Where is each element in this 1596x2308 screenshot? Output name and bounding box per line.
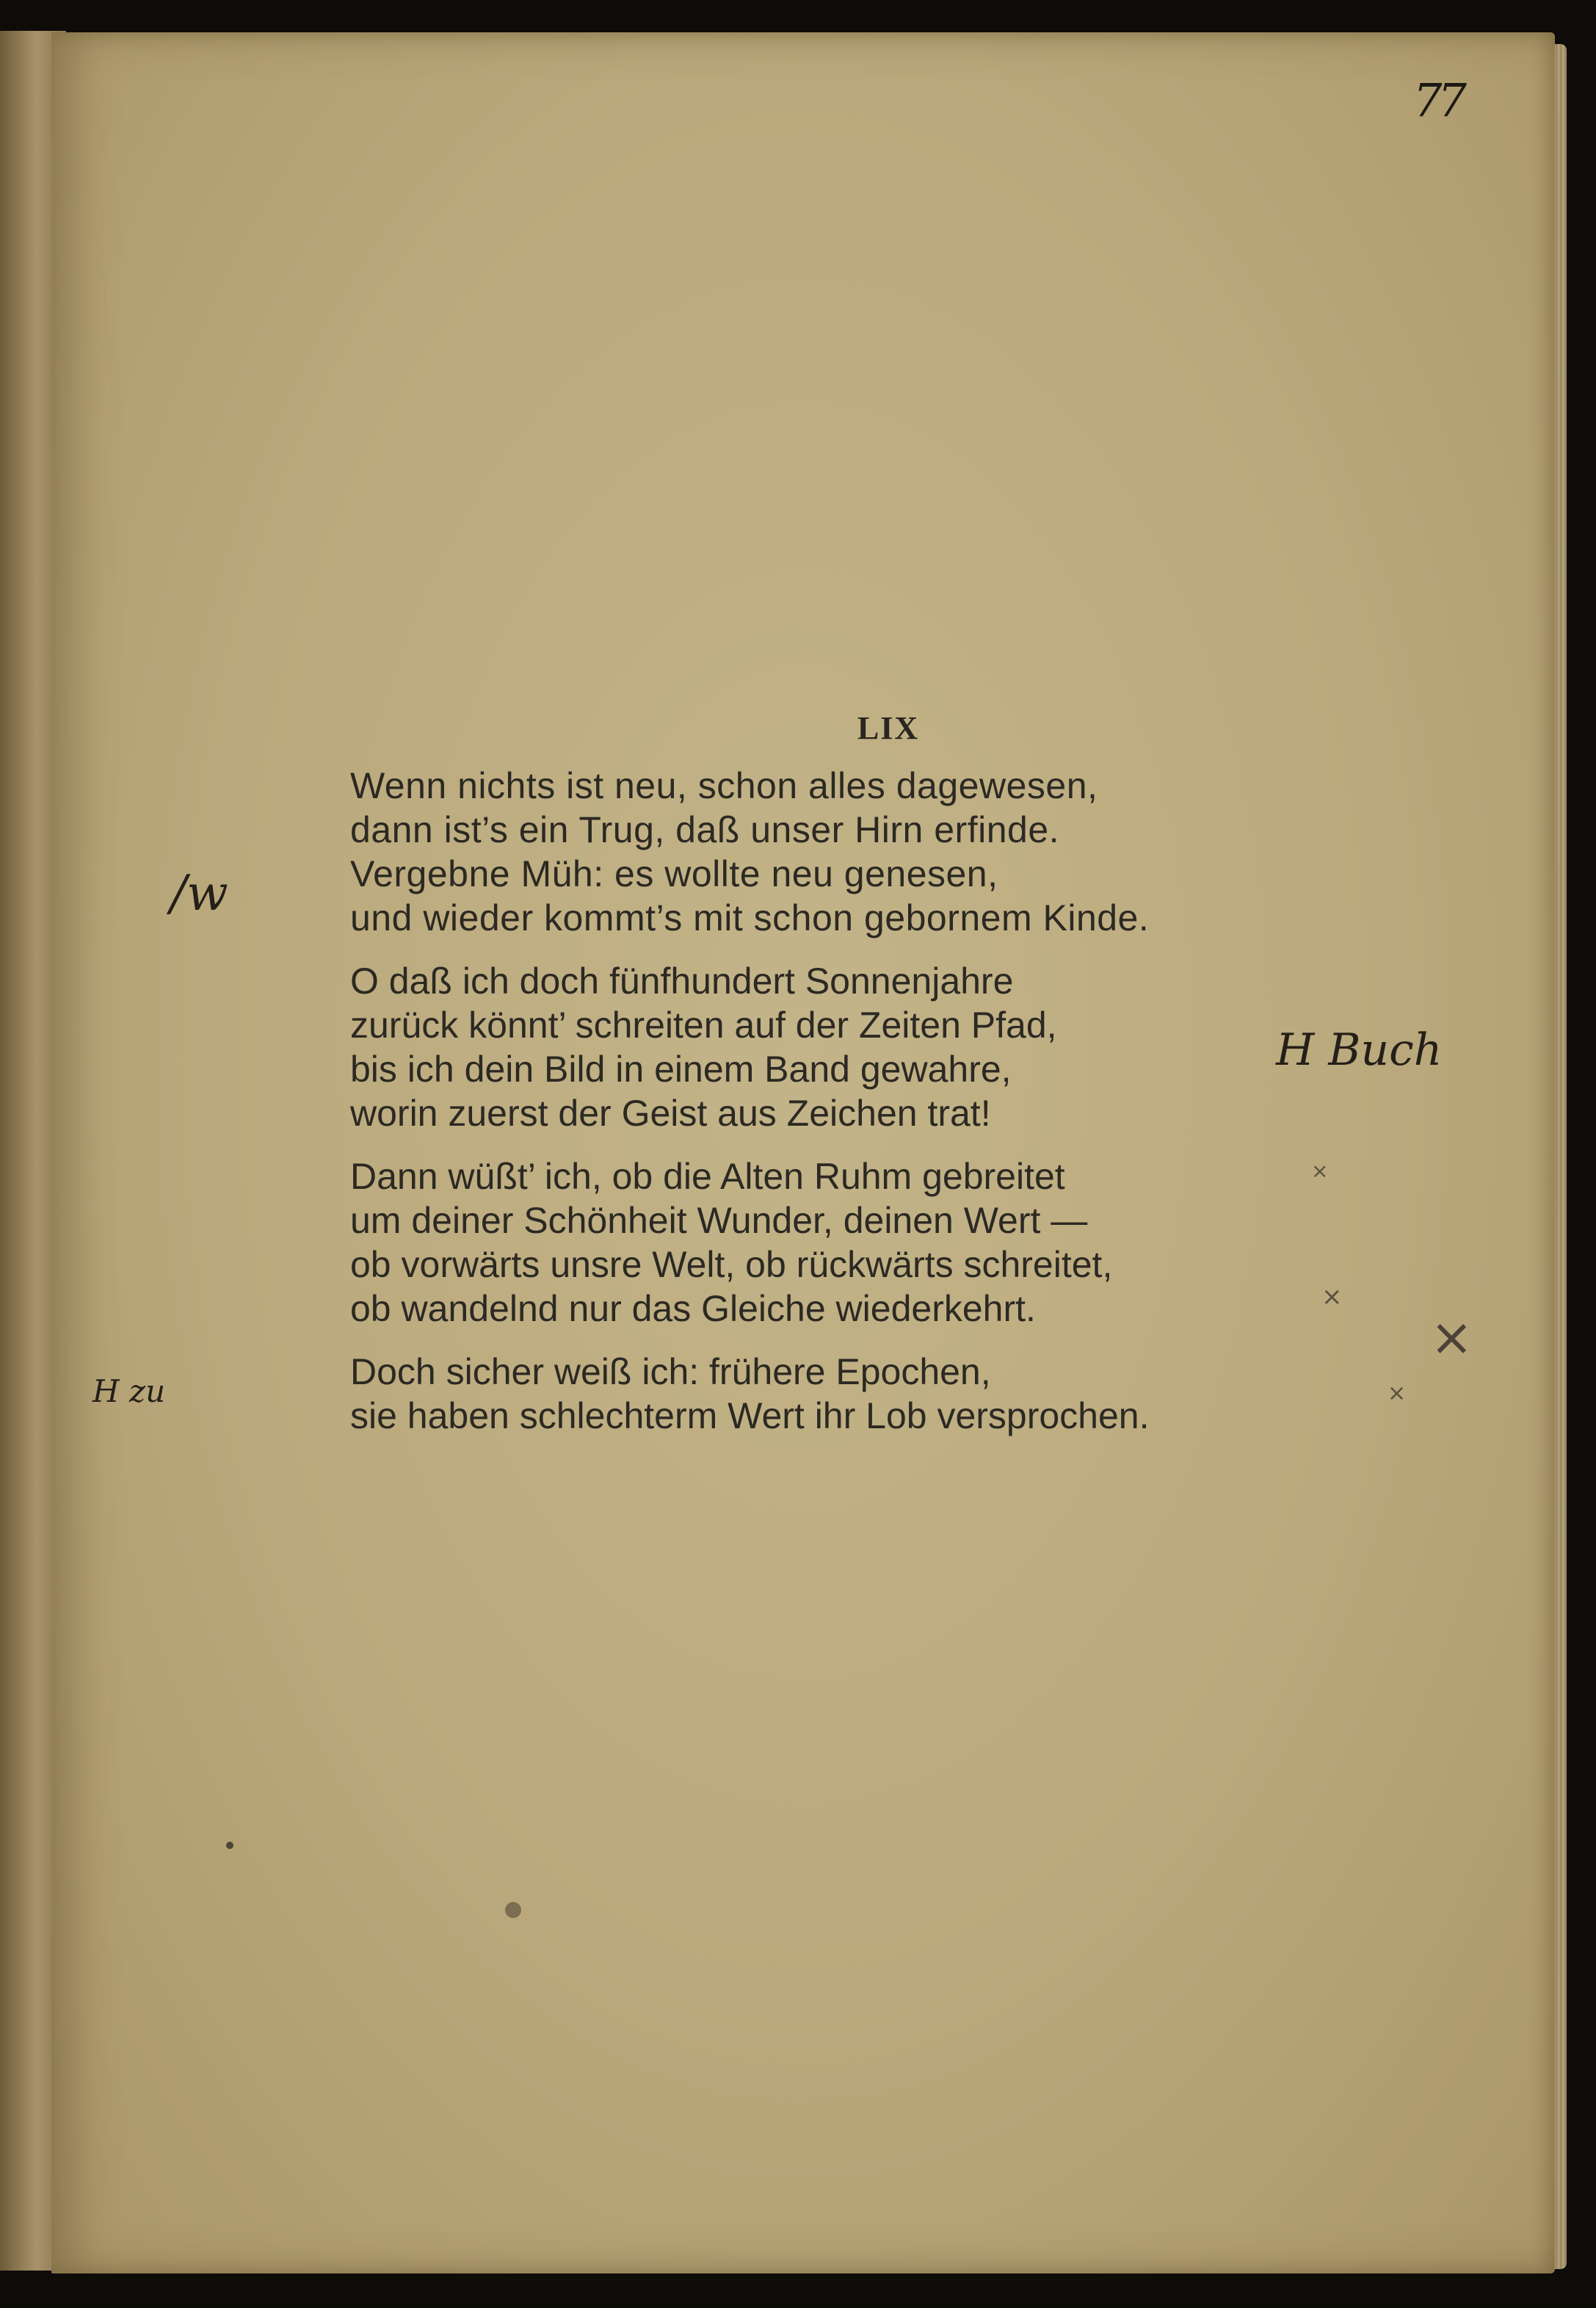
- ink-speck: [226, 1842, 233, 1849]
- stanza-2: [350, 959, 1378, 1135]
- poem-line: dann ist’s ein Trug, daß unser Hirn erfinde.: [350, 809, 1060, 850]
- pencil-cross-mark: ×: [1321, 1282, 1343, 1312]
- pencil-cross-mark: ×: [1388, 1381, 1407, 1406]
- poem-line: worin zuerst der Geist aus Zeichen trat!: [350, 1093, 991, 1134]
- poem-line: sie haben schlechterm Wert ihr Lob versprochen.: [350, 1395, 1150, 1436]
- poem-line: und wieder kommt’s mit schon gebornem Kinde.: [350, 897, 1150, 938]
- stanza-3: [350, 1154, 1378, 1331]
- handwritten-margin-note: H Buch: [1276, 1024, 1443, 1076]
- poem-body: [350, 764, 1378, 1457]
- poem-title: LIX: [857, 710, 920, 746]
- poem-line: Vergebne Müh: es wollte neu genesen,: [350, 853, 998, 894]
- poem-line: Dann wüßt’ ich, ob die Alten Ruhm gebreitet: [350, 1156, 1065, 1197]
- poem-line: Wenn nichts ist neu, schon alles dagewesen,: [350, 765, 1098, 806]
- stanza-4: [350, 1350, 1378, 1438]
- poem-line: zurück könnt’ schreiten auf der Zeiten Pfad,: [350, 1005, 1057, 1046]
- poem-line: O daß ich doch fünfhundert Sonnenjahre: [350, 961, 1014, 1002]
- poem-line: Doch sicher weiß ich: frühere Epochen,: [350, 1351, 991, 1392]
- handwritten-margin-note: /w: [170, 865, 228, 922]
- poem-line: ob wandelnd nur das Gleiche wiederkehrt.: [350, 1288, 1036, 1329]
- poem-line: ob vorwärts unsre Welt, ob rückwärts schreitet,: [350, 1244, 1113, 1285]
- poem-line: um deiner Schönheit Wunder, deinen Wert —: [350, 1200, 1088, 1241]
- pencil-cross-mark: ×: [1311, 1159, 1329, 1183]
- pencil-cross-mark: ×: [1430, 1307, 1473, 1367]
- stanza-1: [350, 764, 1378, 940]
- poem-line: bis ich dein Bild in einem Band gewahre,: [350, 1049, 1012, 1090]
- page-number: 77: [1413, 73, 1462, 127]
- paper-stain: [505, 1902, 521, 1918]
- handwritten-margin-note: H zu: [93, 1373, 166, 1409]
